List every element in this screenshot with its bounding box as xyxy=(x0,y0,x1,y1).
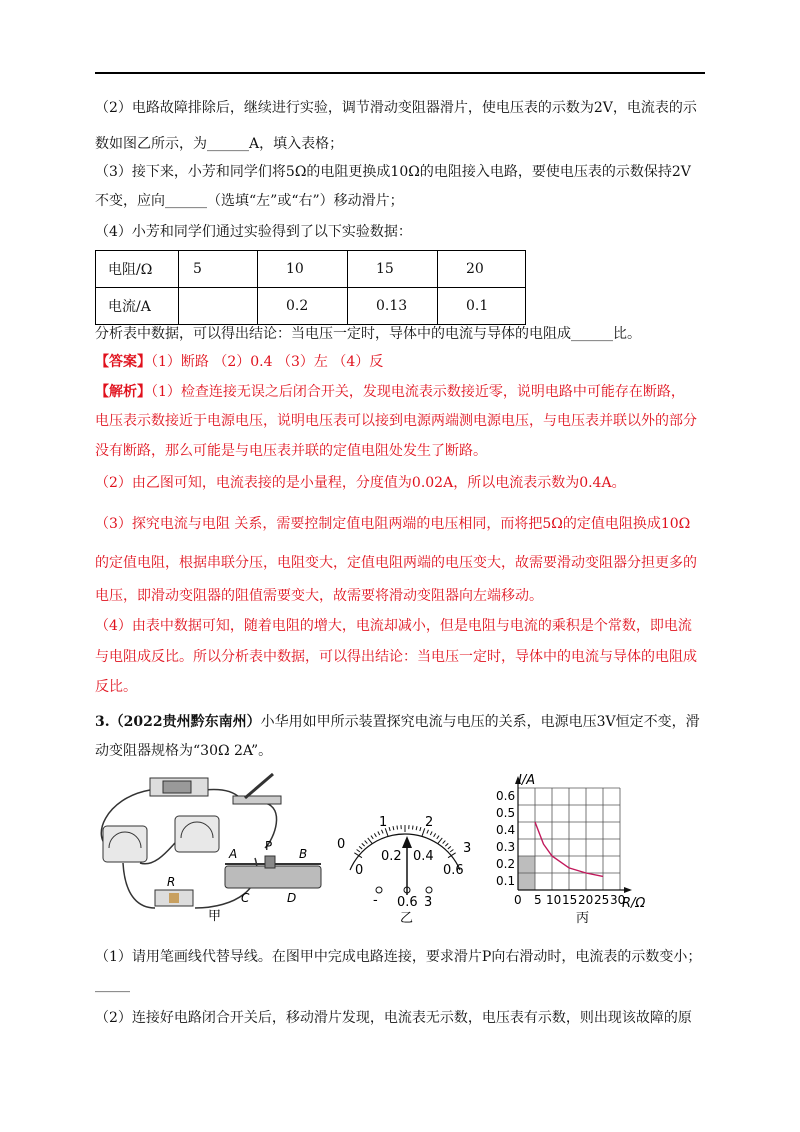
dial-tick xyxy=(393,826,394,830)
y-tick-label: 0.5 xyxy=(496,806,516,820)
analysis-line: 电压，即滑动变阻器的阻值需要变大，故需要将滑动变阻器向左端移动。 xyxy=(95,588,543,604)
dial-tick xyxy=(437,836,439,839)
sub1-line: （1）请用笔画线代替导线。在图甲中完成电路连接，要求滑片P向右滑动时，电流表的示数变小； xyxy=(95,949,702,965)
dial-tick xyxy=(357,850,360,852)
dial-tick xyxy=(443,841,446,844)
dial-tick xyxy=(430,831,432,835)
dial-tick xyxy=(389,827,390,831)
table-row xyxy=(96,288,526,325)
dial-tick xyxy=(378,831,380,835)
dial-tick xyxy=(362,843,365,846)
x-tick-label: 30 xyxy=(610,893,626,907)
q3-stem-line1 xyxy=(95,711,707,733)
dial-tick xyxy=(427,830,429,834)
conclusion-line: 分析表中数据，可以得出结论：当电压一定时，导体中的电流与导体的电阻成______比。 xyxy=(95,326,641,342)
question-source: （2022贵州黔东南州） xyxy=(109,714,261,730)
analysis-line: （4）由表中数据可知，随着电阻的增大，电流却减小，但是电阻与电流的乘积是个常数，即电流 xyxy=(95,618,692,634)
slider-icon xyxy=(265,856,275,868)
dial-tick xyxy=(371,836,373,839)
table-cell: 0.1 xyxy=(438,288,526,325)
dial-tick xyxy=(368,838,372,843)
label-a: A xyxy=(229,847,238,861)
y-tick-label: 0.6 xyxy=(496,789,516,803)
y-tick-label: 0.2 xyxy=(496,857,516,871)
analysis-line: 电压表示数接近于电源电压，说明电压表可以接到电源两端测电源电压，与电压表并联以外的部分 xyxy=(95,413,697,429)
q3-line1: （3）接下来，小芳和同学们将5Ω的电阻更换成10Ω的电阻接入电路，要使电压表的示数保持2V xyxy=(95,164,691,180)
analysis-tag: 【解析】 xyxy=(95,384,151,400)
question-stem: 小华用如甲所示装置探究电流与电压的关系，电源电压3V恒定不变，滑 xyxy=(260,714,700,730)
table-cell: 0.2 xyxy=(258,288,348,325)
dial-tick xyxy=(374,833,376,836)
label-d: D xyxy=(287,891,297,905)
table-cell: 20 xyxy=(438,251,526,288)
header-rule xyxy=(95,72,705,74)
q3-line2: 不变，应向______（选填“左”或“右”）移动滑片； xyxy=(95,193,404,209)
answer-text: （1）断路 （2）0.4 （3）左 （4）反 xyxy=(151,354,384,370)
wire xyxy=(123,863,155,908)
x-axis-label: R/Ω xyxy=(622,896,646,911)
table-cell: 5 xyxy=(179,251,258,288)
terminal-icon xyxy=(426,887,432,893)
table-cell: 15 xyxy=(348,251,438,288)
rheostat-icon xyxy=(225,866,321,888)
dial-tick xyxy=(450,850,453,852)
table-cell: 电流/A xyxy=(96,288,179,325)
terminal-label: - xyxy=(373,893,378,908)
sub1-blank: _____ xyxy=(95,977,130,993)
table-cell: 电阻/Ω xyxy=(96,251,179,288)
analysis-line xyxy=(95,381,707,403)
q2-line1: （2）电路故障排除后，继续进行实验，调节滑动变阻器滑片，使电压表的示数为2V，电流表的示 xyxy=(95,100,697,116)
dial-tick xyxy=(434,833,436,836)
lower-tick-label: 0.6 xyxy=(443,863,464,878)
x-tick-label: 25 xyxy=(594,893,610,907)
needle-tip xyxy=(402,836,412,848)
table-cell xyxy=(179,288,258,325)
q4-line: （4）小芳和同学们通过实验得到了以下实验数据： xyxy=(95,224,412,240)
dial-tick xyxy=(365,841,368,844)
figure-jia xyxy=(95,768,335,928)
label-b: B xyxy=(299,847,308,861)
battery-icon xyxy=(163,781,191,793)
question-number: 3. xyxy=(95,714,110,730)
upper-tick-label: 2 xyxy=(425,815,434,830)
answer-line xyxy=(95,351,707,373)
analysis-line: 与电阻成反比。所以分析表中数据，可以得出结论：当电压一定时，导体中的电流与导体的电阻成 xyxy=(95,649,697,665)
dial-tick xyxy=(397,826,398,830)
x-tick-label: 0 xyxy=(514,893,522,907)
upper-tick-label: 3 xyxy=(463,841,472,856)
label-c: C xyxy=(241,891,250,905)
analysis-text: （1）检查连接无误之后闭合开关，发现电流表示数接近零，说明电路中可能存在断路， xyxy=(151,384,685,400)
lower-tick-label: 0.4 xyxy=(413,849,434,864)
lower-tick-label: 0 xyxy=(355,863,364,878)
chart-plot-area xyxy=(515,776,632,893)
dial-tick xyxy=(382,830,384,834)
figure-label: 丙 xyxy=(576,911,590,926)
x-tick-label: 5 xyxy=(534,893,542,907)
figure-label: 乙 xyxy=(400,911,414,926)
y-tick-label: 0.4 xyxy=(496,823,516,837)
upper-tick-label: 1 xyxy=(379,815,388,830)
dial-tick xyxy=(412,826,413,830)
x-tick-label: 10 xyxy=(546,893,562,907)
dial-tick xyxy=(416,826,417,830)
figure-bing xyxy=(488,770,660,930)
label-r: R xyxy=(167,875,176,889)
terminal-label: 0.6 xyxy=(397,895,418,910)
answer-tag: 【答案】 xyxy=(95,354,151,370)
resistor-body xyxy=(169,893,179,903)
dial-tick xyxy=(359,846,362,849)
data-table xyxy=(95,250,526,325)
table-cell: 10 xyxy=(258,251,348,288)
figure-yi xyxy=(335,800,475,930)
table-cell: 0.13 xyxy=(348,288,438,325)
x-tick-label: 15 xyxy=(562,893,578,907)
x-tick-label: 20 xyxy=(578,893,594,907)
sub2-line: （2）连接好电路闭合开关后，移动滑片发现，电流表无示数，电压表有示数，则出现该故障的原 xyxy=(95,1010,692,1026)
switch-base xyxy=(233,796,281,804)
dial-tick xyxy=(438,838,442,843)
y-tick-label: 0.1 xyxy=(496,874,516,888)
lower-tick-label: 0.2 xyxy=(381,849,402,864)
analysis-line: （3）探究电流与电阻 关系，需要控制定值电阻两端的电压相同，而将把5Ω的定值电阻换成10Ω xyxy=(95,516,691,532)
y-axis-label: I/A xyxy=(518,773,536,788)
terminal-label: 3 xyxy=(424,895,433,910)
upper-tick-label: 0 xyxy=(337,837,346,852)
analysis-line: （2）由乙图可知，电流表接的是小量程，分度值为0.02A，所以电流表示数为0.4A。 xyxy=(95,475,626,491)
q2-line2: 数如图乙所示，为______A，填入表格； xyxy=(95,136,344,152)
dial-tick xyxy=(420,827,421,831)
q3-stem-line2: 动变阻器规格为“30Ω 2A”。 xyxy=(95,743,273,759)
figure-label: 甲 xyxy=(208,909,222,924)
switch-icon xyxy=(245,774,273,798)
dial-tick xyxy=(445,843,448,846)
label-p: P xyxy=(265,839,273,853)
analysis-line: 的定值电阻，根据串联分压，电阻变大，定值电阻两端的电压变大，故需要滑动变阻器分担更多的 xyxy=(95,555,697,571)
analysis-line: 没有断路，那么可能是与电压表并联的定值电阻处发生了断路。 xyxy=(95,443,487,459)
y-tick-label: 0.3 xyxy=(496,840,516,854)
analysis-line: 反比。 xyxy=(95,679,137,695)
table-row xyxy=(96,251,526,288)
dial-tick xyxy=(448,846,451,849)
